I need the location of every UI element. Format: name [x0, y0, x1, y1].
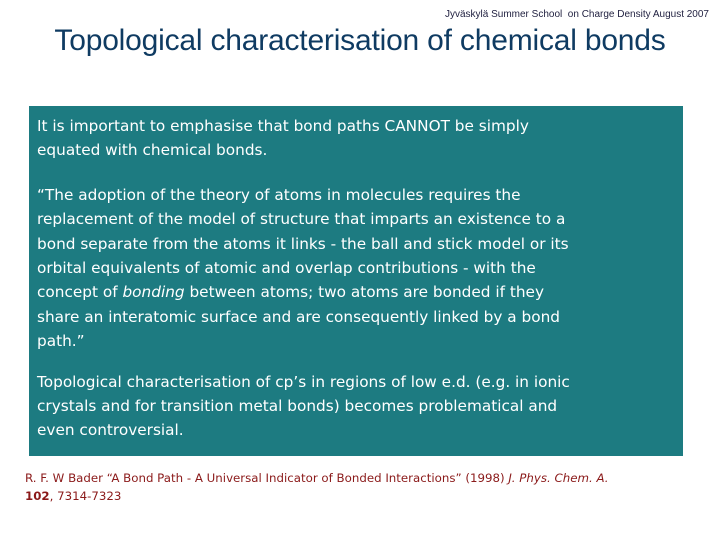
citation-volume: 102: [25, 489, 50, 503]
citation-pages: , 7314-7323: [49, 489, 122, 503]
quote-paragraph: [37, 183, 673, 354]
header-note: Jyväskylä Summer School on Charge Density August 2007: [444, 9, 709, 20]
quote-text-start: “The adoption of the theory of atoms in molecules requires the replacement of the model of structure that imparts an existence to a bond separate from the atoms it links - the ball and stick model or its orbital equivalents of atomic and overlap contributions - with the concept of: [37, 185, 569, 302]
slide-title: Topological characterisation of chemical bonds: [54, 24, 666, 57]
quote-emphasis: bonding: [122, 283, 185, 302]
citation-journal: J. Phys. Chem. A.: [508, 471, 609, 485]
content-box: [29, 106, 683, 456]
citation: [25, 469, 690, 505]
intro-paragraph: It is important to emphasise that bond paths CANNOT be simply equated with chemical bonds.: [37, 117, 529, 160]
citation-authors-title: R. F. W Bader “A Bond Path - A Universal Indicator of Bonded Interactions” (1998): [25, 471, 509, 485]
quote-text-end: between atoms; two atoms are bonded if they share an interatomic surface and are consequently linked by a bond path.”: [37, 283, 560, 351]
conclusion-paragraph: Topological characterisation of cp’s in regions of low e.d. (e.g. in ionic crystals and for transition metal bonds) becomes problematical and even controversial.: [37, 372, 570, 440]
